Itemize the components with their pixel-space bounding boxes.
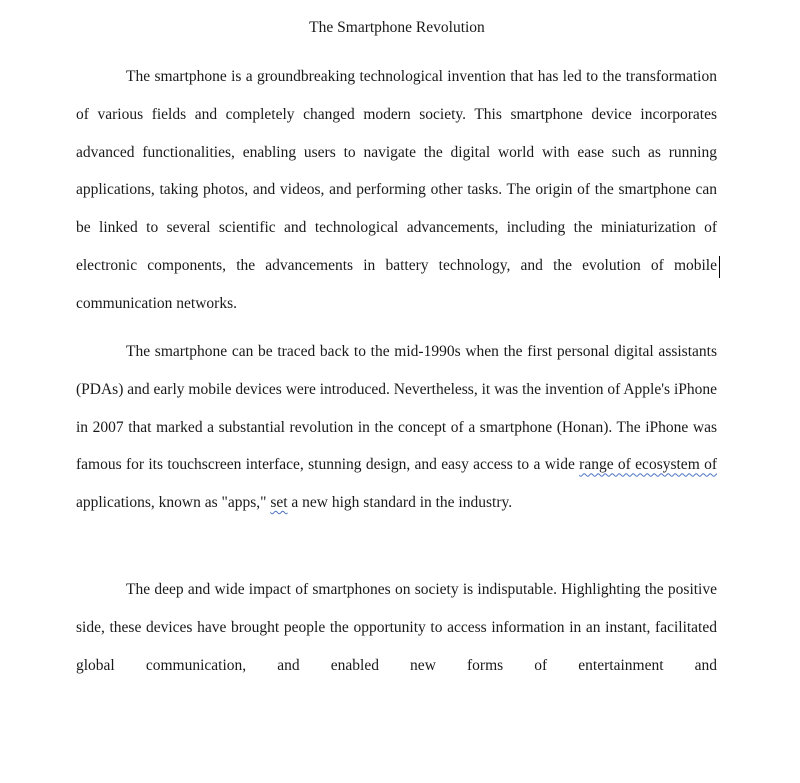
paragraph-2-text-b: applications, known as "apps," [76, 494, 271, 512]
grammar-flag-range-of-ecosystem[interactable]: range of ecosystem of [579, 456, 717, 474]
paragraph-2-text-a: The smartphone can be traced back to the mid-1990s when the first personal digital assistants (PDAs) and early mobile devices were introduced. Nevertheless, it was the invention of Apple's iPhone in 2007 that marked a substantial revolution in the concept of a smartphone (Honan). The iPhone was famous for its touchscreen interface, stunning design, and easy access to a wide [76, 343, 717, 474]
text-cursor [719, 256, 720, 278]
paragraph-2[interactable] [76, 333, 717, 522]
grammar-flag-set[interactable]: set [270, 494, 288, 512]
paragraph-3[interactable]: The deep and wide impact of smartphones on society is indisputable. Highlighting the positive side, these devices have brought people the opportunity to access information in an instant, facilitated global communication, and enabled new forms of entertainment and [76, 581, 717, 674]
paragraph-2-text-c: a new high standard in the industry. [287, 494, 513, 512]
paragraph-1[interactable]: The smartphone is a groundbreaking technological invention that has led to the transformation of various fields and completely changed modern society. This smartphone device incorporates advanced functionalities, enabling users to navigate the digital world with ease such as running applications, taking photos, and videos, and performing other tasks. The origin of the smartphone can be linked to several scientific and technological advancements, including the miniaturization of electronic components, the advancements in battery technology, and the evolution of mobile communication networks. [76, 68, 717, 312]
document-title[interactable]: The Smartphone Revolution [309, 19, 485, 36]
